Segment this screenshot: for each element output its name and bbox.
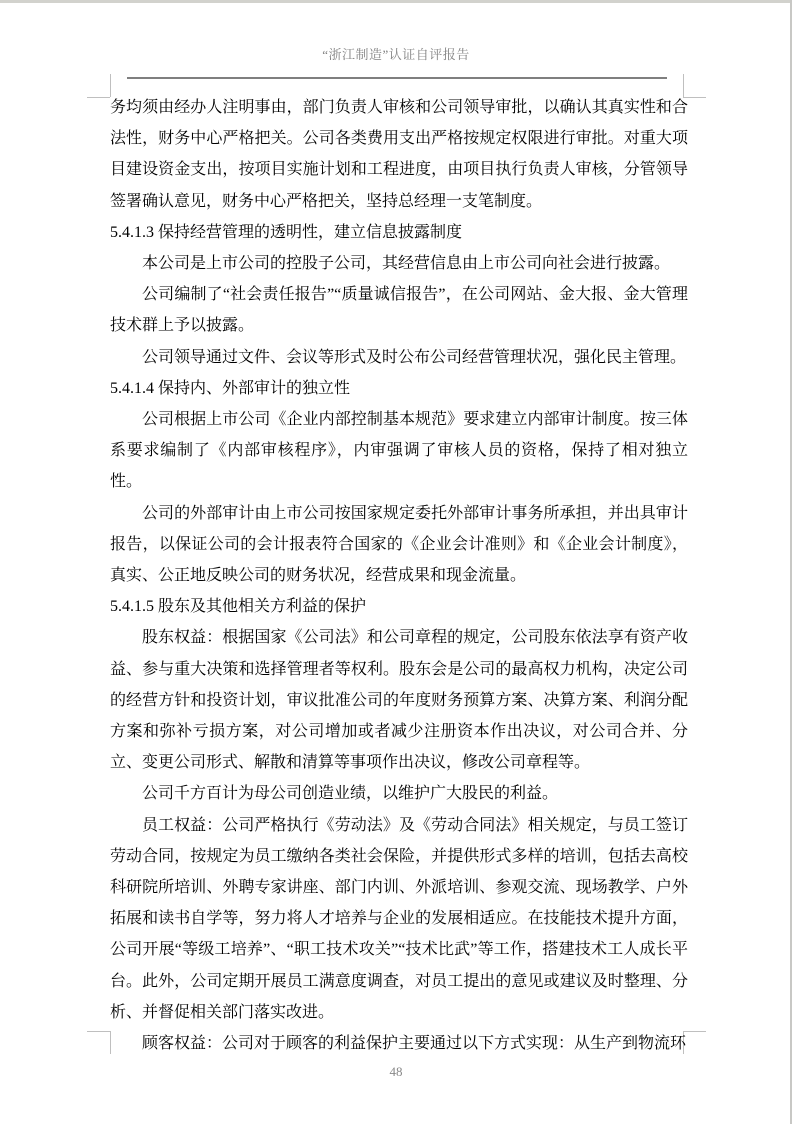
section-heading: 5.4.1.5 股东及其他相关方利益的保护 (110, 598, 367, 616)
doc-paragraph: 务均须由经办人注明事由，部门负责人审核和公司领导审批，以确认其真实性和合法性，财务中心严格把关。公司各类费用支出严格按规定权限进行审批。对重大项目建设资金支出，按项目实施计划和工程进度，由项目执行负责人审核，分管领导签署确认意见，财务中心严格把关，坚持总经理一支笔制度。 (110, 99, 688, 210)
page-header-title: “浙江制造”认证自评报告 (322, 47, 470, 62)
doc-paragraph: 员工权益：公司严格执行《劳动法》及《劳动合同法》相关规定，与员工签订劳动合同，按规定为员工缴纳各类社会保险，并提供形式多样的培训，包括去高校科研院所培训、外聘专家讲座、部门内训、外派培训、参观交流、现场教学、户外拓展和读书自学等，努力将人才培养与企业的发展相适应。在技能技术提升方面，公司开展“等级工培养”、“职工技术攻关”“技术比武”等工作，搭建技术工人成长平台。此外，公司定期开展员工满意度调查，对员工提出的意见或建议及时整理、分析、并督促相关部门落实改进。 (110, 816, 688, 1021)
section-heading: 5.4.1.4 保持内、外部审计的独立性 (110, 379, 351, 397)
doc-paragraph: 公司根据上市公司《企业内部控制基本规范》要求建立内部审计制度。按三体系要求编制了《内部审核程序》，内审强调了审核人员的资格，保持了相对独立性。 (110, 411, 688, 491)
doc-paragraph: 本公司是上市公司的控股子公司，其经营信息由上市公司向社会进行披露。 (142, 255, 671, 273)
doc-paragraph: 股东权益：根据国家《公司法》和公司章程的规定，公司股东依法享有资产收益、参与重大决策和选择管理者等权利。股东会是公司的最高权力机构，决定公司的经营方针和投资计划，审议批准公司的年度财务预算方案、决算方案、利润分配方案和弥补亏损方案，对公司增加或者减少注册资本作出决议，对公司合并、分立、变更公司形式、解散和清算等事项作出决议，修改公司章程等。 (110, 629, 688, 772)
page-top-edge (0, 0, 792, 3)
doc-paragraph: 公司编制了“社会责任报告”“质量诚信报告”，在公司网站、金大报、金大管理技术群上予以披露。 (110, 286, 688, 335)
header-rule (127, 77, 667, 79)
doc-paragraph: 公司的外部审计由上市公司按国家规定委托外部审计事务所承担，并出具审计报告，以保证公司的会计报表符合国家的《企业会计准则》和《企业会计制度》，真实、公正地反映公司的财务状况，经营成果和现金流量。 (110, 504, 688, 585)
doc-paragraph: 顾客权益：公司对于顾客的利益保护主要通过以下方式实现：从生产到物流环 (142, 1035, 687, 1053)
doc-paragraph: 公司领导通过文件、会议等形式及时公布公司经营管理状况，强化民主管理。 (142, 348, 687, 366)
section-heading: 5.4.1.3 保持经营管理的透明性，建立信息披露制度 (110, 223, 463, 241)
page-number: 48 (389, 1064, 403, 1079)
document-body (110, 92, 688, 1059)
doc-paragraph: 公司千方百计为母公司创造业绩，以维护广大股民的利益。 (142, 785, 559, 803)
